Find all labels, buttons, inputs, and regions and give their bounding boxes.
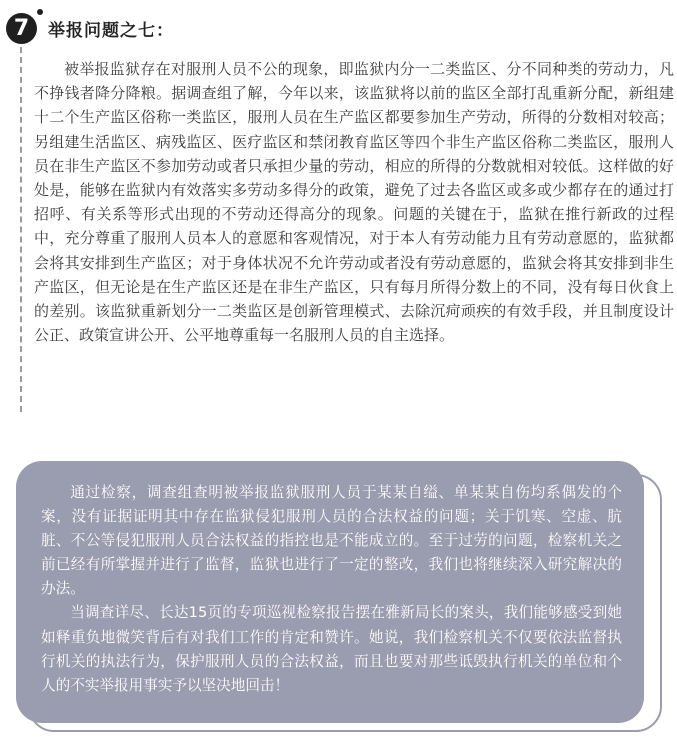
- dashed-divider-line: [20, 47, 22, 412]
- badge-dot-decoration: [37, 9, 43, 15]
- callout-box: [16, 461, 644, 723]
- callout-paragraph-2: 当调查详尽、长达15页的专项巡视检察报告摆在雅新局长的案头，我们能够感受到她如释重负地微笑背后有对我们工作的肯定和赞许。她说，我们检察机关不仅要依法监督执行机关的执法行为，保护服刑人员的合法权益，而且也要对那些诋毁执行机关的单位和个人的不实举报用事实予以坚决地回击！: [41, 604, 622, 694]
- callout-paragraph-1: 通过检察，调查组查明被举报监狱服刑人员于某某自缢、单某某自伤均系偶发的个案，没有证据证明其中存在监狱侵犯服刑人员的合法权益的问题；关于饥寒、空虚、肮脏、不公等侵犯服刑人员合法权益的指控也是不能成立的。至于过劳的问题，检察机关之前已经有所掌握并进行了监督，监狱也进行了一定的整改，我们也将继续深入研究解决的办法。: [41, 484, 622, 598]
- body-paragraph: 被举报监狱存在对服刑人员不公的现象，即监狱内分一二类监区、分不同种类的劳动力，凡不挣钱者降分降粮。据调查组了解，今年以来，该监狱将以前的监区全部打乱重新分配，新组建十二个生产监区俗称一类监区，服刑人员在生产监区都要参加生产劳动，所得的分数相对较高；另组建生活监区、病残监区、医疗监区和禁闭教育监区等四个非生产监区俗称二类监区，服刑人员在非生产监区不参加劳动或者只承担少量的劳动，相应的所得的分数就相对较低。这样做的好处是，能够在监狱内有效落实多劳动多得分的政策，避免了过去各监区或多或少都存在的通过打招呼、有关系等形式出现的不劳动还得高分的现象。问题的关键在于，监狱在推行新政的过程中，充分尊重了服刑人员本人的意愿和客观情况，对于本人有劳动能力且有劳动意愿的，监狱都会将其安排到生产监区；对于身体状况不允许劳动或者没有劳动意愿的，监狱会将其安排到非生产监区，但无论是在生产监区还是在非生产监区，只有每月所得分数上的不同，没有每日伙食上的差别。该监狱重新划分一二类监区是创新管理模式、去除沉疴顽疾的有效手段，并且制度设计公正、政策宣讲公开、公平地尊重每一名服刑人员的自主选择。: [34, 60, 674, 345]
- section-number-badge: 7: [6, 13, 37, 44]
- section-heading: 举报问题之七：: [48, 21, 174, 41]
